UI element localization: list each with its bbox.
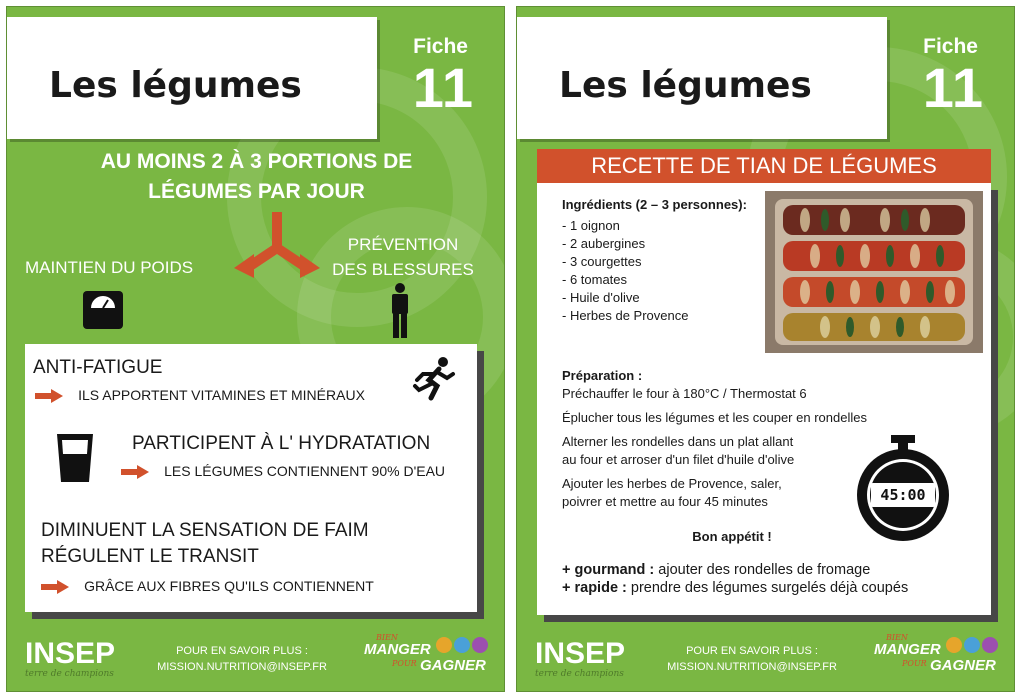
footer-email: MISSION.NUTRITION@INSEP.FR <box>157 661 327 673</box>
campaign-word-4: GAGNER <box>420 657 486 674</box>
recipe-title: RECETTE DE TIAN DE LÉGUMES <box>537 149 991 183</box>
insep-tagline: terre de champions <box>535 669 624 679</box>
headline-line-2: LÉGUMES PAR JOUR <box>148 180 365 203</box>
page-title: Les légumes <box>559 65 812 106</box>
step-3-line-2: au four et arroser d'un filet d'huile d'olive <box>562 452 795 467</box>
campaign-logo <box>872 633 1012 679</box>
campaign-word-3: POUR <box>902 659 927 668</box>
campaign-logo <box>362 633 502 679</box>
tip-rapide <box>562 579 908 597</box>
anti-fatigue-title: ANTI-FATIGUE <box>33 357 163 378</box>
ingredient-item: - 6 tomates <box>562 272 628 287</box>
ingredient-item: - 2 aubergines <box>562 236 646 251</box>
step-4-line-1: Ajouter les herbes de Provence, saler, <box>562 476 782 491</box>
campaign-circle-icon <box>454 637 470 653</box>
anti-fatigue-row <box>35 385 365 404</box>
tip-rapide-label: + rapide : <box>562 580 627 596</box>
fiche-number: 11 <box>922 56 984 119</box>
arrow-icon <box>41 580 69 594</box>
footer-info <box>667 643 837 675</box>
tian-photo <box>765 191 983 353</box>
campaign-word-2: MANGER <box>364 641 431 658</box>
footer-email: MISSION.NUTRITION@INSEP.FR <box>667 661 837 673</box>
insep-logo <box>535 637 625 679</box>
step-2: Éplucher tous les légumes et les couper en rondelles <box>562 410 867 425</box>
arrow-icon <box>35 389 63 403</box>
title-box <box>7 17 377 139</box>
hunger-title-line-1: DIMINUENT LA SENSATION DE FAIM <box>41 520 369 541</box>
campaign-circle-icon <box>436 637 452 653</box>
ingredient-item: - Huile d'olive <box>562 290 640 305</box>
glass-icon <box>55 432 95 484</box>
left-card <box>6 6 505 692</box>
step-4-line-2: poivrer et mettre au four 45 minutes <box>562 494 768 509</box>
timer-value: 45:00 <box>880 486 926 504</box>
benefits-panel <box>25 344 477 612</box>
ingredients-title: Ingrédients (2 – 3 personnes): <box>562 197 747 212</box>
insep-logo-text: INSEP <box>535 637 626 670</box>
footer-info-line-1: POUR EN SAVOIR PLUS : <box>686 645 818 657</box>
tip-gourmand-label: + gourmand : <box>562 562 655 578</box>
headline-line-1: AU MOINS 2 À 3 PORTIONS DE <box>100 150 413 173</box>
hydration-title: PARTICIPENT À L' HYDRATATION <box>132 433 431 454</box>
campaign-circle-icon <box>472 637 488 653</box>
benefit-weight: MAINTIEN DU POIDS <box>25 258 194 277</box>
insep-logo-text: INSEP <box>25 637 116 670</box>
benefit-injury-line-2: DES BLESSURES <box>332 260 474 279</box>
campaign-word-1: BIEN <box>376 633 398 642</box>
scale-icon <box>82 290 124 330</box>
stopwatch-icon <box>851 435 955 543</box>
hydration-text: LES LÉGUMES CONTIENNENT 90% D'EAU <box>164 463 446 479</box>
campaign-circle-icon <box>982 637 998 653</box>
ingredient-item: - 1 oignon <box>562 218 620 233</box>
ingredients-list <box>562 217 688 325</box>
hydration-row <box>121 461 445 480</box>
insep-tagline: terre de champions <box>25 669 114 679</box>
tip-gourmand <box>562 561 908 579</box>
arrow-icon <box>121 465 149 479</box>
tips <box>562 561 908 597</box>
insep-logo <box>25 637 115 679</box>
hunger-title <box>41 518 369 570</box>
campaign-word-3: POUR <box>392 659 417 668</box>
anti-fatigue-text: ILS APPORTENT VITAMINES ET MINÉRAUX <box>78 387 365 403</box>
preparation-title: Préparation : <box>562 368 643 383</box>
footer-info-line-1: POUR EN SAVOIR PLUS : <box>176 645 308 657</box>
fiche-number: 11 <box>412 56 474 119</box>
tip-rapide-text: prendre des légumes surgelés déjà coupés <box>626 580 909 596</box>
person-icon <box>388 283 412 339</box>
ingredient-item: - 3 courgettes <box>562 254 642 269</box>
benefit-injury-line-1: PRÉVENTION <box>347 235 459 254</box>
split-arrow-icon <box>232 212 322 282</box>
fiche-label: Fiche <box>923 35 978 58</box>
footer-info <box>157 643 327 675</box>
bon-appetit: Bon appétit ! <box>692 529 772 544</box>
hunger-text: GRÂCE AUX FIBRES QU'ILS CONTIENNENT <box>84 578 374 594</box>
fiche-label: Fiche <box>413 35 468 58</box>
preparation <box>562 367 867 511</box>
campaign-circle-icon <box>964 637 980 653</box>
hunger-row <box>41 576 374 595</box>
campaign-word-1: BIEN <box>886 633 908 642</box>
ingredient-item: - Herbes de Provence <box>562 308 689 323</box>
campaign-word-2: MANGER <box>874 641 941 658</box>
headline <box>7 147 505 207</box>
campaign-word-4: GAGNER <box>930 657 996 674</box>
hunger-title-line-2: RÉGULENT LE TRANSIT <box>41 546 259 567</box>
benefit-injury <box>323 232 483 282</box>
right-card <box>516 6 1015 692</box>
runner-icon <box>411 356 457 402</box>
title-box <box>517 17 887 139</box>
step-1: Préchauffer le four à 180°C / Thermostat 6 <box>562 386 807 401</box>
tip-gourmand-text: ajouter des rondelles de fromage <box>654 562 871 578</box>
campaign-circle-icon <box>946 637 962 653</box>
step-3-line-1: Alterner les rondelles dans un plat allant <box>562 434 794 449</box>
recipe-panel <box>537 183 991 615</box>
page-title: Les légumes <box>49 65 302 106</box>
